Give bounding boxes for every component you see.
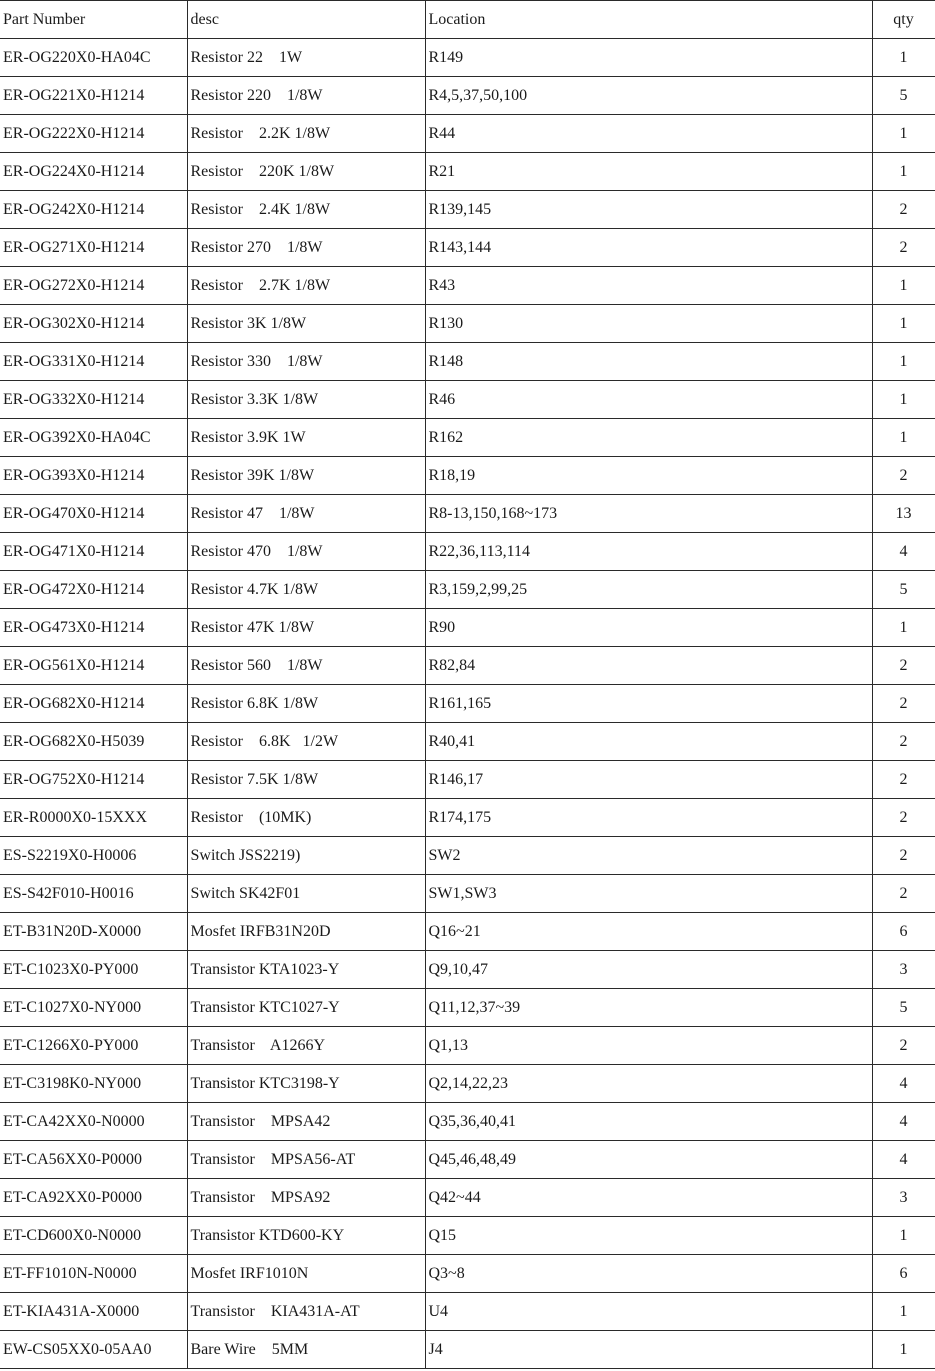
part-number-cell: ER-OG221X0-H1214 [0,77,187,115]
qty-cell: 2 [872,837,935,875]
qty-cell: 1 [872,1217,935,1255]
table-row [0,989,935,1027]
part-number-cell: ET-C1023X0-PY000 [0,951,187,989]
part-number-cell: ES-S42F010-H0016 [0,875,187,913]
qty-cell: 5 [872,571,935,609]
part-number-cell: ER-OG392X0-HA04C [0,419,187,457]
location-cell: R3,159,2,99,25 [425,571,872,609]
location-cell: R44 [425,115,872,153]
desc-cell: Mosfet IRFB31N20D [187,913,425,951]
part-number-cell: ER-OG473X0-H1214 [0,609,187,647]
location-cell: R46 [425,381,872,419]
part-number-cell: ES-S2219X0-H0006 [0,837,187,875]
desc-cell: Resistor 2.7K 1/8W [187,267,425,305]
qty-cell: 13 [872,495,935,533]
desc-cell: Transistor KTC3198-Y [187,1065,425,1103]
location-cell: R90 [425,609,872,647]
part-number-cell: ER-OG331X0-H1214 [0,343,187,381]
table-row [0,305,935,343]
part-number-cell: ER-OG752X0-H1214 [0,761,187,799]
qty-cell: 2 [872,685,935,723]
desc-cell: Transistor MPSA92 [187,1179,425,1217]
location-cell: SW1,SW3 [425,875,872,913]
desc-cell: Transistor KTC1027-Y [187,989,425,1027]
desc-cell: Resistor (10MK) [187,799,425,837]
location-cell: R4,5,37,50,100 [425,77,872,115]
table-row [0,39,935,77]
desc-cell: Resistor 270 1/8W [187,229,425,267]
qty-cell: 1 [872,115,935,153]
part-number-cell: ER-OG224X0-H1214 [0,153,187,191]
table-row [0,761,935,799]
desc-cell: Resistor 4.7K 1/8W [187,571,425,609]
part-number-cell: ER-OG393X0-H1214 [0,457,187,495]
desc-cell: Resistor 3K 1/8W [187,305,425,343]
table-row [0,913,935,951]
qty-cell: 1 [872,1293,935,1331]
location-cell: Q16~21 [425,913,872,951]
desc-cell: Resistor 6.8K 1/8W [187,685,425,723]
table-row [0,1141,935,1179]
desc-cell: Resistor 2.2K 1/8W [187,115,425,153]
location-cell: R43 [425,267,872,305]
location-cell: R22,36,113,114 [425,533,872,571]
qty-cell: 2 [872,191,935,229]
table-row [0,685,935,723]
qty-cell: 1 [872,419,935,457]
header-part-number: Part Number [0,1,187,39]
part-number-cell: ER-OG332X0-H1214 [0,381,187,419]
qty-cell: 3 [872,1179,935,1217]
qty-cell: 6 [872,913,935,951]
desc-cell: Resistor 39K 1/8W [187,457,425,495]
desc-cell: Transistor KIA431A-AT [187,1293,425,1331]
qty-cell: 1 [872,39,935,77]
desc-cell: Resistor 3.9K 1W [187,419,425,457]
desc-cell: Transistor A1266Y [187,1027,425,1065]
location-cell: R40,41 [425,723,872,761]
table-row [0,1065,935,1103]
desc-cell: Switch JSS2219) [187,837,425,875]
desc-cell: Transistor MPSA56-AT [187,1141,425,1179]
table-row [0,495,935,533]
table-row [0,381,935,419]
qty-cell: 5 [872,989,935,1027]
part-number-cell: ET-C1027X0-NY000 [0,989,187,1027]
location-cell: R18,19 [425,457,872,495]
desc-cell: Resistor 47K 1/8W [187,609,425,647]
part-number-cell: ER-OG682X0-H1214 [0,685,187,723]
location-cell: R174,175 [425,799,872,837]
qty-cell: 2 [872,723,935,761]
table-row [0,191,935,229]
part-number-cell: ER-OG472X0-H1214 [0,571,187,609]
desc-cell: Resistor 470 1/8W [187,533,425,571]
location-cell: Q1,13 [425,1027,872,1065]
location-cell: R130 [425,305,872,343]
part-number-cell: ET-CA56XX0-P0000 [0,1141,187,1179]
qty-cell: 1 [872,305,935,343]
table-row [0,1293,935,1331]
table-row [0,571,935,609]
desc-cell: Resistor 47 1/8W [187,495,425,533]
qty-cell: 1 [872,343,935,381]
desc-cell: Resistor 2.4K 1/8W [187,191,425,229]
part-number-cell: ER-OG222X0-H1214 [0,115,187,153]
location-cell: Q42~44 [425,1179,872,1217]
table-row [0,799,935,837]
table-row [0,609,935,647]
qty-cell: 1 [872,1331,935,1369]
part-number-cell: EW-CS05XX0-05AA0 [0,1331,187,1369]
table-row [0,723,935,761]
desc-cell: Transistor KTA1023-Y [187,951,425,989]
location-cell: SW2 [425,837,872,875]
part-number-cell: ET-CA42XX0-N0000 [0,1103,187,1141]
desc-cell: Resistor 6.8K 1/2W [187,723,425,761]
table-row [0,1217,935,1255]
part-number-cell: ER-OG682X0-H5039 [0,723,187,761]
desc-cell: Resistor 560 1/8W [187,647,425,685]
table-row [0,419,935,457]
table-row [0,647,935,685]
qty-cell: 1 [872,381,935,419]
location-cell: R161,165 [425,685,872,723]
table-row [0,457,935,495]
part-number-cell: ET-CA92XX0-P0000 [0,1179,187,1217]
qty-cell: 2 [872,647,935,685]
part-number-cell: ET-B31N20D-X0000 [0,913,187,951]
qty-cell: 2 [872,457,935,495]
qty-cell: 2 [872,229,935,267]
qty-cell: 4 [872,1141,935,1179]
part-number-cell: ER-OG470X0-H1214 [0,495,187,533]
location-cell: R139,145 [425,191,872,229]
desc-cell: Transistor KTD600-KY [187,1217,425,1255]
location-cell: J4 [425,1331,872,1369]
table-row [0,1179,935,1217]
desc-cell: Mosfet IRF1010N [187,1255,425,1293]
table-row [0,1027,935,1065]
part-number-cell: ER-OG302X0-H1214 [0,305,187,343]
location-cell: Q35,36,40,41 [425,1103,872,1141]
desc-cell: Bare Wire 5MM [187,1331,425,1369]
qty-cell: 3 [872,951,935,989]
location-cell: Q45,46,48,49 [425,1141,872,1179]
location-cell: R8-13,150,168~173 [425,495,872,533]
desc-cell: Transistor MPSA42 [187,1103,425,1141]
header-qty: qty [872,1,935,39]
table-row [0,229,935,267]
table-row [0,837,935,875]
desc-cell: Resistor 3.3K 1/8W [187,381,425,419]
location-cell: Q9,10,47 [425,951,872,989]
qty-cell: 2 [872,1027,935,1065]
location-cell: U4 [425,1293,872,1331]
qty-cell: 2 [872,761,935,799]
part-number-cell: ET-C1266X0-PY000 [0,1027,187,1065]
location-cell: R149 [425,39,872,77]
qty-cell: 1 [872,153,935,191]
table-row [0,1255,935,1293]
part-number-cell: ET-FF1010N-N0000 [0,1255,187,1293]
header-row [0,1,935,39]
qty-cell: 2 [872,875,935,913]
header-location: Location [425,1,872,39]
part-number-cell: ER-R0000X0-15XXX [0,799,187,837]
qty-cell: 4 [872,1065,935,1103]
part-number-cell: ET-KIA431A-X0000 [0,1293,187,1331]
qty-cell: 5 [872,77,935,115]
desc-cell: Resistor 220K 1/8W [187,153,425,191]
location-cell: R148 [425,343,872,381]
table-row [0,115,935,153]
part-number-cell: ER-OG242X0-H1214 [0,191,187,229]
qty-cell: 4 [872,1103,935,1141]
table-row [0,533,935,571]
table-row [0,1331,935,1369]
part-number-cell: ER-OG220X0-HA04C [0,39,187,77]
location-cell: R162 [425,419,872,457]
qty-cell: 4 [872,533,935,571]
qty-cell: 1 [872,609,935,647]
table-row [0,875,935,913]
location-cell: R143,144 [425,229,872,267]
qty-cell: 1 [872,267,935,305]
part-number-cell: ET-CD600X0-N0000 [0,1217,187,1255]
table-row [0,343,935,381]
part-number-cell: ER-OG271X0-H1214 [0,229,187,267]
location-cell: R21 [425,153,872,191]
location-cell: Q3~8 [425,1255,872,1293]
desc-cell: Resistor 330 1/8W [187,343,425,381]
table-row [0,153,935,191]
part-number-cell: ER-OG471X0-H1214 [0,533,187,571]
table-row [0,1103,935,1141]
location-cell: R146,17 [425,761,872,799]
part-number-cell: ER-OG272X0-H1214 [0,267,187,305]
bom-table-body [0,1,935,1369]
desc-cell: Resistor 22 1W [187,39,425,77]
location-cell: Q11,12,37~39 [425,989,872,1027]
desc-cell: Resistor 220 1/8W [187,77,425,115]
desc-cell: Resistor 7.5K 1/8W [187,761,425,799]
qty-cell: 2 [872,799,935,837]
desc-cell: Switch SK42F01 [187,875,425,913]
header-desc: desc [187,1,425,39]
table-row [0,77,935,115]
table-row [0,267,935,305]
part-number-cell: ET-C3198K0-NY000 [0,1065,187,1103]
location-cell: R82,84 [425,647,872,685]
location-cell: Q15 [425,1217,872,1255]
qty-cell: 6 [872,1255,935,1293]
table-row [0,951,935,989]
location-cell: Q2,14,22,23 [425,1065,872,1103]
part-number-cell: ER-OG561X0-H1214 [0,647,187,685]
